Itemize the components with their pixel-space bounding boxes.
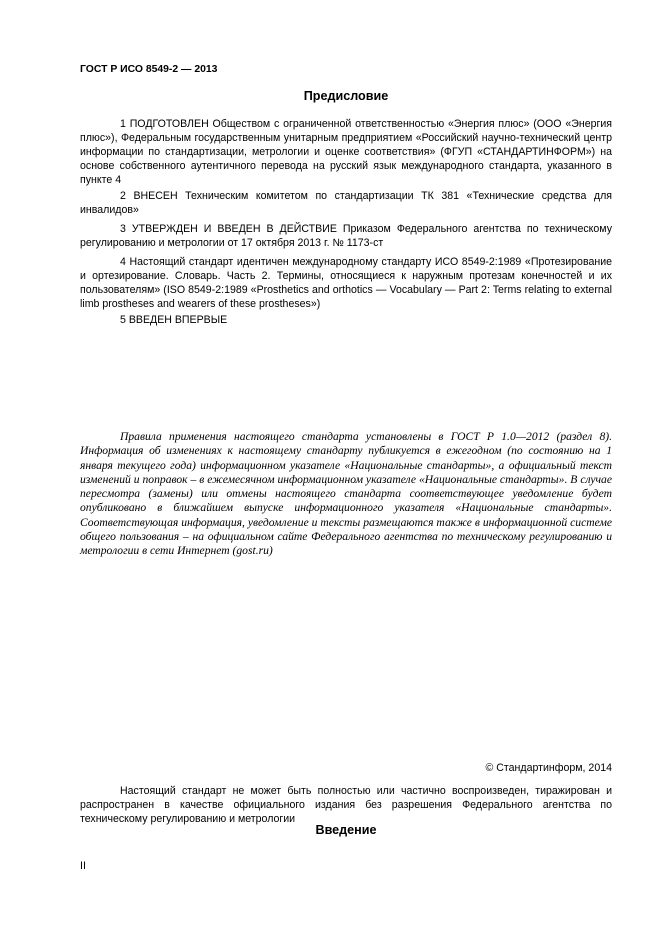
preface-title: Предисловие: [303, 89, 389, 103]
preface-item-3: 3 УТВЕРЖДЕН И ВВЕДЕН В ДЕЙСТВИЕ Приказом Федерального агентства по техническому регулированию и метрологии от 17 октября 2013 г. № 1173-ст: [80, 223, 612, 249]
preface-item-1: 1 ПОДГОТОВЛЕН Обществом с ограниченной ответственностью «Энергия плюс» (ООО «Энергия плюс»), Федеральным государственным унитарным предприятием «Российский научно-технический центр информации по стандартизации, метрологии и оценке соответствия» (ФГУП «СТАНДАРТИНФОРМ») на основе собственного аутентичного перевода на русский язык международного стандарта, указанного в пункте 4: [80, 118, 612, 186]
rules-notice: Правила применения настоящего стандарта установлены в ГОСТ Р 1.0—2012 (раздел 8). Информация об изменениях к настоящему стандарту публикуется в ежегодном (по состоянию на 1 января текущего года) информационном указателе «Национальные стандарты», а официальный текст изменений и поправок – в ежемесячном информационном указателе «Национальные стандарты». В случае пересмотра (замены) или отмены настоящего стандарта соответствующее уведомление будет опубликовано в ближайшем выпуске информационного указателя «Национальные стандарты». Соответствующая информация, уведомление и тексты размещаются также в информационной системе общего пользования – на официальном сайте Федерального агентства по техническому регулированию и метрологии в сети Интернет (gost.ru): [80, 430, 612, 558]
page-number: II: [80, 860, 86, 872]
preface-item-4: 4 Настоящий стандарт идентичен международному стандарту ИСО 8549-2:1989 «Протезирование и ортезирование. Словарь. Часть 2. Термины, относящиеся к наружным протезам конечностей и их пользователям» (ISO 8549-2:1989 «Prosthetics and orthotics — Vocabulary — Part 2: Terms relating to external limb prostheses and wearers of these prostheses»): [80, 256, 612, 310]
reproduction-notice: Настоящий стандарт не может быть полностью или частично воспроизведен, тиражирован и распространен в качестве официального издания без разрешения Федерального агентства по техническому регулированию и метрологии: [80, 785, 612, 825]
preface-item-5: 5 ВВЕДЕН ВПЕРВЫЕ: [120, 314, 228, 326]
copyright: © Стандартинформ, 2014: [485, 762, 612, 774]
preface-item-2: 2 ВНЕСЕН Техническим комитетом по стандартизации ТК 381 «Технические средства для инвалидов»: [80, 190, 612, 216]
standard-code: ГОСТ Р ИСО 8549-2 — 2013: [80, 64, 218, 75]
introduction-title: Введение: [315, 823, 377, 837]
